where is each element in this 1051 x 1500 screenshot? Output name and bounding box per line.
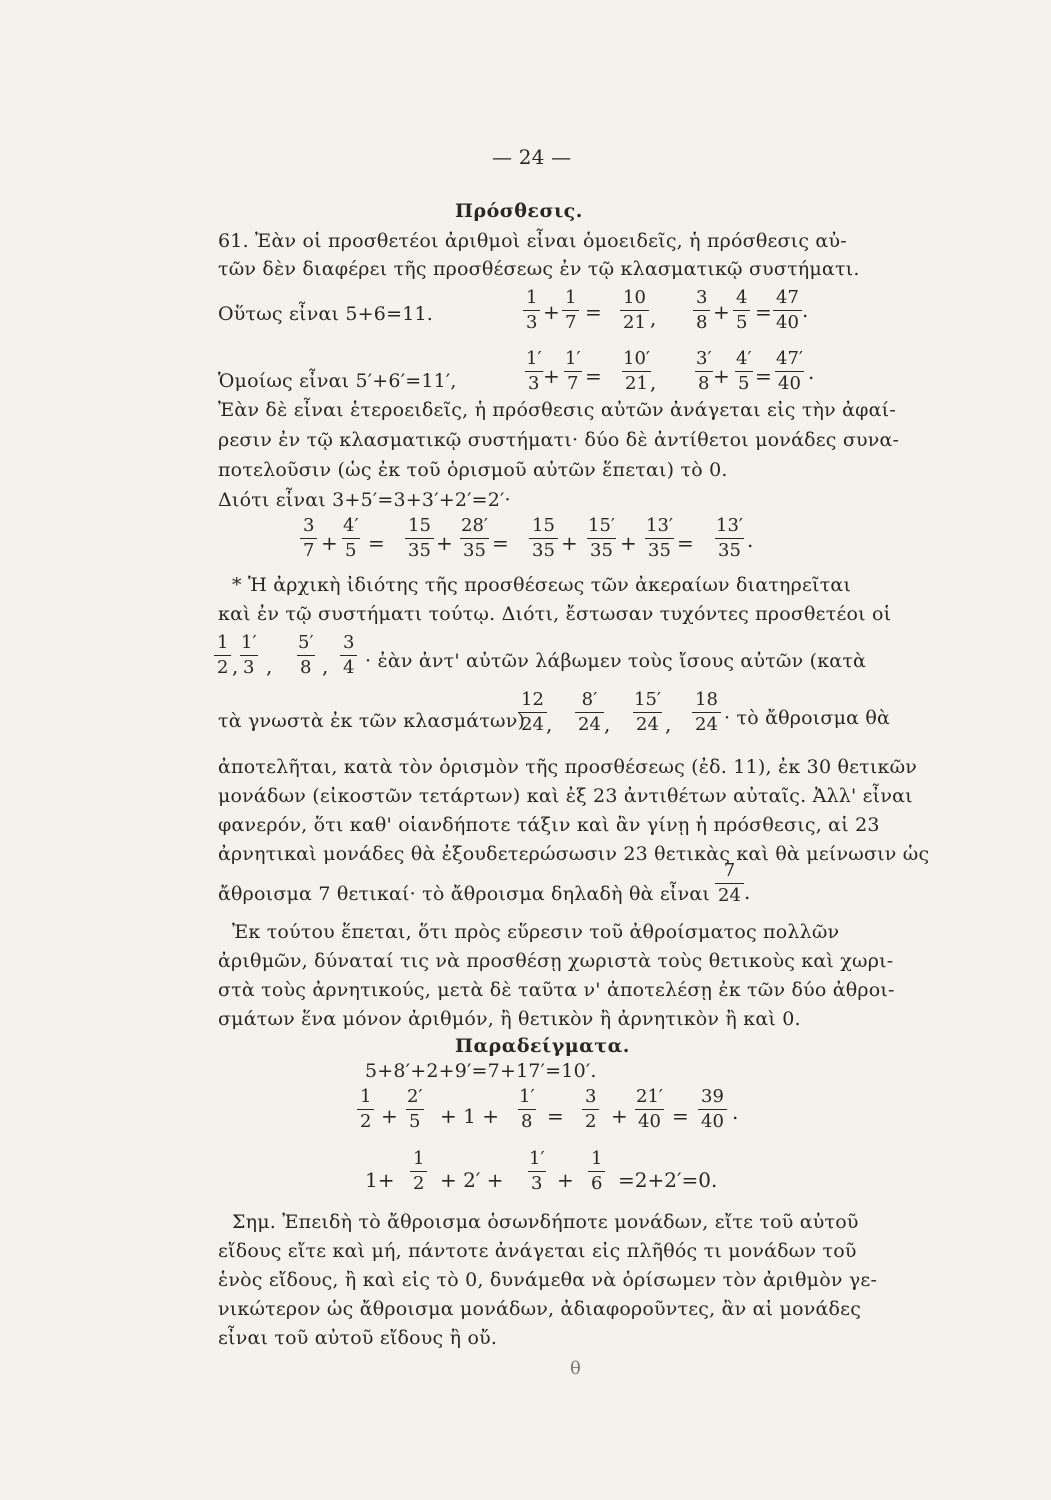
math-operator: + [436,531,453,555]
math-operator: + [321,531,338,555]
fraction: 1′ 8 [519,1086,535,1132]
math-operator: . [744,880,751,904]
fraction: 18 24 [692,691,721,734]
section-heading-examples: Παραδείγματα. [455,1035,630,1057]
fraction: 13′ 35 [716,515,743,561]
math-operator: + [611,1104,628,1128]
text-line: ρεσιν ἐν τῷ κλασματικῷ συστήματι· δύο δὲ ἀντίθετοι μονάδες συνα- [218,429,900,451]
math-operator: = [755,300,772,324]
fraction: 3 7 [300,517,317,560]
math-operator: + [543,300,560,324]
fraction: 1 3 [523,289,540,332]
math-operator: + [561,531,578,555]
fraction: 12 24 [518,691,547,734]
math-operator: + [620,531,637,555]
text-line: ἀρνητικαὶ μονάδες θὰ ἐξουδετερώσωσιν 23 θετικὰς καὶ θὰ μείνωσιν ὡς [218,843,930,865]
text-line: τὰ γνωστὰ ἐκ τῶν κλασμάτων) [218,710,526,732]
math-operator: . [802,298,809,322]
text-line: τῶν δὲν διαφέρει τῆς προσθέσεως ἐν τῷ κλασματικῷ συστήματι. [218,258,860,280]
math-operator: , [266,654,273,678]
fraction: 47 40 [773,289,802,332]
fraction: 3 4 [340,634,357,677]
fraction: 1′ 7 [565,348,581,394]
fraction: 1′ 3 [526,348,542,394]
fraction: 3 8 [693,289,710,332]
fraction: 15 35 [529,517,558,560]
math-operator: + 2′ + [440,1168,504,1192]
text-line: εἶναι τοῦ αὐτοῦ εἴδους ἢ οὔ. [218,1327,498,1349]
fraction: 47′ 40 [776,348,803,394]
math-operator: . [747,528,754,552]
math-operator: + [557,1168,574,1192]
fraction: 1 2 [357,1088,374,1131]
math-operator: , [232,654,239,678]
text-line: Ἐκ τούτου ἕπεται, ὅτι πρὸς εὕρεσιν τοῦ ἀθροίσματος πολλῶν [232,921,840,943]
fraction: 7 24 [715,862,744,905]
fraction: 1 6 [588,1150,605,1193]
math-operator: = [755,364,772,388]
math-operator: = [492,531,509,555]
math-operator: = [672,1104,689,1128]
math-operator: + [713,300,730,324]
bottom-mark: θ [570,1358,581,1379]
fraction: 28′ 35 [461,515,488,561]
equation-label: Οὕτως εἶναι 5+6=11. [218,303,434,325]
fraction: 10 21 [620,289,649,332]
text-line: 61. Ἐὰν οἱ προσθετέοι ἀριθμοὶ εἶναι ὁμοειδεῖς, ἡ πρόσθεσις αὐ- [218,230,847,252]
math-operator: = [585,364,602,388]
text-line: ἀποτελῆται, κατὰ τὸν ὁρισμὸν τῆς προσθέσεως (ἐδ. 11), ἐκ 30 θετικῶν [218,756,918,778]
fraction: 4 5 [733,289,750,332]
math-operator: = [547,1104,564,1128]
fraction: 1 2 [214,634,231,677]
example-equation: 5+8′+2+9′=7+17′=10′. [365,1060,597,1082]
fraction: 3′ 8 [696,348,712,394]
math-operator: =2+2′=0. [618,1168,718,1192]
fraction: 4′ 5 [736,348,752,394]
text-line: Ἐὰν δὲ εἶναι ἑτεροειδεῖς, ἡ πρόσθεσις αὐτῶν ἀνάγεται εἰς τὴν ἀφαί- [218,399,896,421]
fraction: 3 2 [582,1088,599,1131]
text-line: Διότι εἶναι 3+5′=3+3′+2′=2′· [218,489,511,511]
text-line: · ἐὰν ἀντ' αὐτῶν λάβωμεν τοὺς ἴσους αὐτῶν (κατὰ [365,650,867,672]
math-operator: + 1 + [440,1104,499,1128]
math-operator: + [381,1104,398,1128]
fraction: 15′ 35 [588,515,615,561]
fraction: 10′ 21 [623,348,650,394]
fraction: 15 35 [405,517,434,560]
text-line: Σημ. Ἐπειδὴ τὸ ἄθροισμα ὁσωνδήποτε μονάδων, εἴτε τοῦ αὐτοῦ [232,1211,859,1233]
text-line: εἴδους εἴτε καὶ μή, πάντοτε ἀνάγεται εἰς πλῆθός τι μονάδων τοῦ [218,1240,857,1262]
fraction: 1′ 3 [241,632,257,678]
text-line: ἄθροισμα 7 θετικαί· τὸ ἄθροισμα δηλαδὴ θὰ εἶναι [218,883,711,905]
math-operator: . [732,1100,739,1124]
math-operator: , [546,712,553,736]
math-operator: = [585,300,602,324]
fraction: 21′ 40 [636,1086,663,1132]
math-operator: = [368,531,385,555]
math-operator: + [543,364,560,388]
text-line: καὶ ἐν τῷ συστήματι τούτῳ. Διότι, ἔστωσαν τυχόντες προσθετέοι οἱ [218,603,892,625]
text-line: στὰ τοὺς ἀρνητικούς, μετὰ δὲ ταῦτα ν' ἀποτελέσῃ ἐκ τῶν δύο ἀθροι- [218,979,895,1001]
math-operator: , [650,306,657,330]
text-line: · τὸ ἄθροισμα θὰ [724,707,891,729]
fraction: 4′ 5 [343,515,359,561]
fraction: 8′ 24 [575,691,604,734]
text-line: * Ἡ ἀρχικὴ ἰδιότης τῆς προσθέσεως τῶν ἀκεραίων διατηρεῖται [232,574,852,596]
fraction: 5′ 8 [298,632,314,678]
text-line: ποτελοῦσιν (ὡς ἐκ τοῦ ὁρισμοῦ αὐτῶν ἕπεται) τὸ 0. [218,459,728,481]
text-line: μονάδων (εἰκοστῶν τετάρτων) καὶ ἐξ 23 ἀντιθέτων αὐταῖς. Ἀλλ' εἶναι [218,785,913,807]
fraction: 1 7 [562,289,579,332]
page-number: — 24 — [492,145,572,169]
text-line: νικώτερον ὡς ἄθροισμα μονάδων, ἀδιαφοροῦντες, ἂν αἱ μονάδες [218,1298,862,1320]
fraction: 1 2 [410,1150,427,1193]
section-heading-addition: Πρόσθεσις. [455,200,583,222]
text-line: ἀριθμῶν, δύναταί τις νὰ προσθέσῃ χωριστὰ τοὺς θετικοὺς καὶ χωρι- [218,950,894,972]
math-operator: = [677,531,694,555]
text-line: ἑνὸς εἴδους, ἢ καὶ εἰς τὸ 0, δυνάμεθα νὰ ὁρίσωμεν τὸν ἀριθμὸν γε- [218,1269,878,1291]
math-operator: , [322,654,329,678]
fraction: 39 40 [698,1088,727,1131]
equation-label: Ὁμοίως εἶναι 5′+6′=11′, [218,370,457,392]
math-operator: , [604,712,611,736]
text-line: σμάτων ἕνα μόνον ἀριθμόν, ἢ θετικὸν ἢ ἀρνητικὸν ἢ καὶ 0. [218,1008,801,1030]
fraction: 15′ 24 [634,689,661,735]
math-operator: . [808,360,815,384]
math-operator: 1+ [365,1168,395,1192]
fraction: 13′ 35 [646,515,673,561]
math-operator: , [650,370,657,394]
text-line: φανερόν, ὅτι καθ' οἱανδήποτε τάξιν καὶ ἂν γίνῃ ἡ πρόσθεσις, αἱ 23 [218,814,880,836]
math-operator: , [665,712,672,736]
fraction: 2′ 5 [407,1086,423,1132]
fraction: 1′ 3 [529,1148,545,1194]
math-operator: + [713,364,730,388]
